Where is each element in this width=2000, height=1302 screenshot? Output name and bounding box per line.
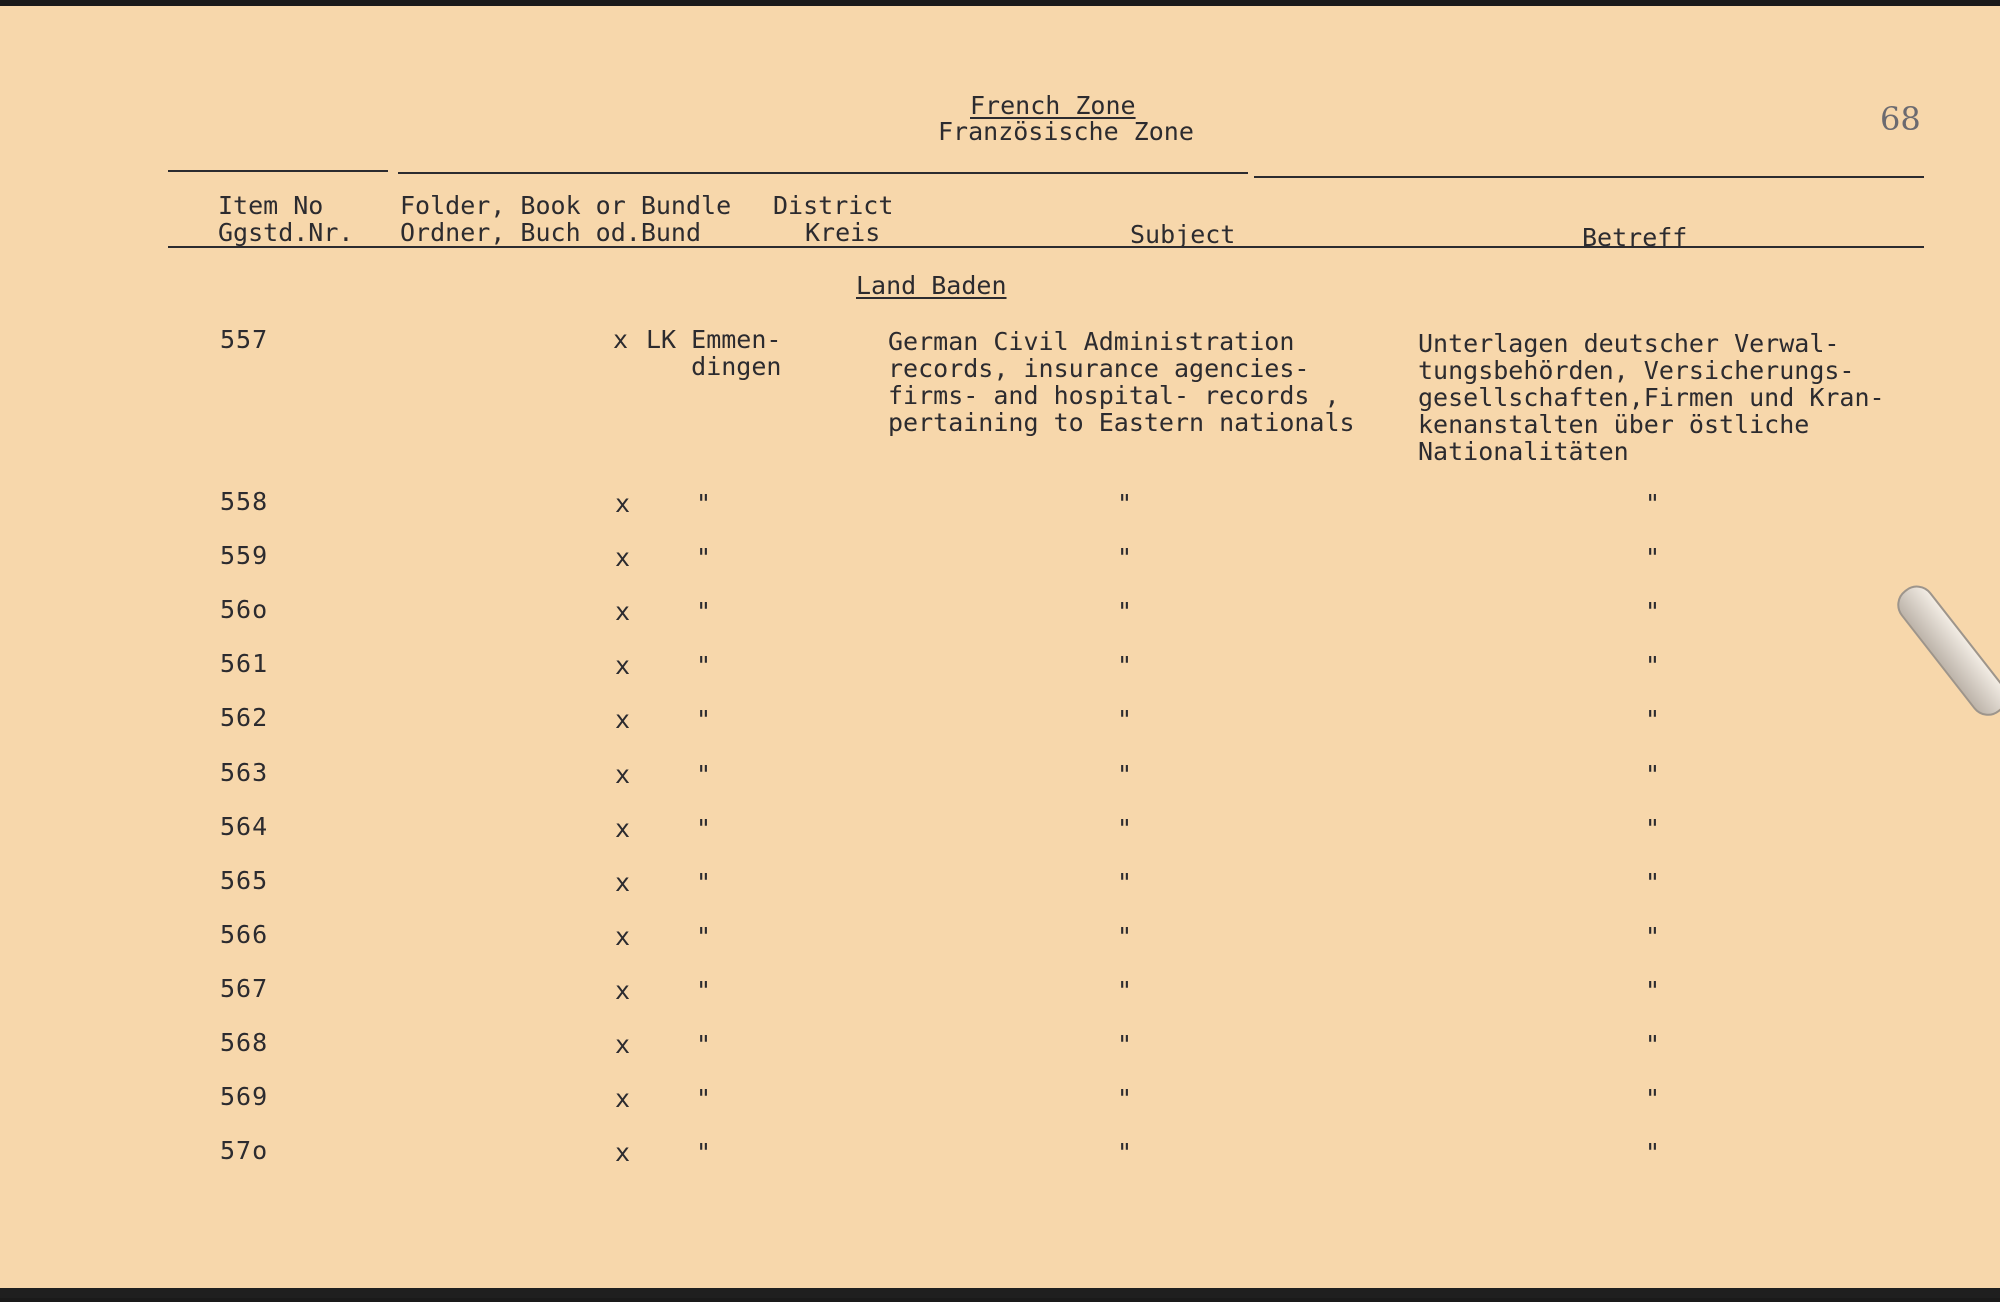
row-district-ditto: "	[696, 1084, 712, 1113]
row-subject-ditto: "	[1117, 543, 1133, 572]
row-district-ditto: "	[696, 597, 712, 626]
row-district-ditto: "	[696, 814, 712, 843]
row-betreff-ditto: "	[1645, 814, 1661, 843]
row-item: 566	[220, 920, 269, 949]
row-district-ditto: "	[696, 1030, 712, 1059]
row-item: 561	[220, 649, 269, 678]
row-subject-ditto: "	[1117, 1138, 1133, 1167]
row-item: 57o	[220, 1136, 269, 1165]
zone-title-en: French Zone	[970, 91, 1136, 120]
row-subject-ditto: "	[1117, 489, 1133, 518]
row-mark: x	[615, 489, 631, 518]
col-folder-de: Ordner, Buch od.Bund	[400, 218, 702, 247]
first-row-district: LK Emmen- dingen	[646, 325, 782, 381]
row-betreff-ditto: "	[1645, 1030, 1661, 1059]
header-rule-bottom	[168, 246, 1924, 248]
row-mark: x	[615, 1030, 631, 1059]
first-row-betreff: Unterlagen deutscher Verwal- tungsbehörden, Versicherungs- gesellschaften,Firmen und Kran- kenanstalten über östliche Nationalitäten	[1418, 329, 1885, 466]
first-row-item: 557	[220, 325, 269, 354]
row-mark: x	[615, 543, 631, 572]
first-row-subject: German Civil Administration records, insurance agencies- firms- and hospital- records , pertaining to Eastern nationals	[888, 327, 1355, 437]
row-betreff-ditto: "	[1645, 651, 1661, 680]
col-item-de: Ggstd.Nr.	[218, 218, 354, 247]
row-betreff-ditto: "	[1645, 1084, 1661, 1113]
row-mark: x	[615, 651, 631, 680]
row-betreff-ditto: "	[1645, 868, 1661, 897]
row-betreff-ditto: "	[1645, 489, 1661, 518]
row-subject-ditto: "	[1117, 976, 1133, 1005]
row-betreff-ditto: "	[1645, 543, 1661, 572]
col-folder-en: Folder, Book or Bundle	[400, 191, 732, 220]
row-subject-ditto: "	[1117, 651, 1133, 680]
row-district-ditto: "	[696, 976, 712, 1005]
row-betreff-ditto: "	[1645, 705, 1661, 734]
row-mark: x	[615, 705, 631, 734]
col-betreff: Betreff	[1582, 223, 1688, 252]
row-item: 558	[220, 487, 269, 516]
header-rule-top-1	[168, 170, 388, 172]
row-mark: x	[615, 922, 631, 951]
document-page	[0, 6, 2000, 1298]
row-district-ditto: "	[696, 922, 712, 951]
row-item: 563	[220, 758, 269, 787]
section-title: Land Baden	[856, 271, 1007, 300]
row-mark: x	[615, 1138, 631, 1167]
col-item-en: Item No	[218, 191, 324, 220]
row-district-ditto: "	[696, 489, 712, 518]
header-rule-top-2	[398, 172, 1248, 174]
row-betreff-ditto: "	[1645, 597, 1661, 626]
first-row-mark: x	[613, 325, 629, 354]
row-betreff-ditto: "	[1645, 976, 1661, 1005]
row-item: 569	[220, 1082, 269, 1111]
row-item: 56o	[220, 595, 269, 624]
col-district-de: Kreis	[805, 218, 881, 247]
row-subject-ditto: "	[1117, 1030, 1133, 1059]
page-number: 68	[1880, 100, 1921, 138]
row-item: 568	[220, 1028, 269, 1057]
row-district-ditto: "	[696, 651, 712, 680]
row-district-ditto: "	[696, 543, 712, 572]
row-subject-ditto: "	[1117, 705, 1133, 734]
paper-clip	[1890, 578, 2000, 723]
row-mark: x	[615, 1084, 631, 1113]
row-betreff-ditto: "	[1645, 1138, 1661, 1167]
row-subject-ditto: "	[1117, 597, 1133, 626]
row-betreff-ditto: "	[1645, 922, 1661, 951]
header-rule-top-3	[1254, 176, 1924, 178]
row-district-ditto: "	[696, 868, 712, 897]
row-subject-ditto: "	[1117, 1084, 1133, 1113]
row-item: 559	[220, 541, 269, 570]
row-item: 565	[220, 866, 269, 895]
row-mark: x	[615, 597, 631, 626]
col-subject: Subject	[1130, 220, 1236, 249]
row-district-ditto: "	[696, 1138, 712, 1167]
row-mark: x	[615, 814, 631, 843]
row-betreff-ditto: "	[1645, 760, 1661, 789]
row-district-ditto: "	[696, 705, 712, 734]
row-item: 562	[220, 703, 269, 732]
row-subject-ditto: "	[1117, 760, 1133, 789]
col-district-en: District	[773, 191, 894, 220]
row-item: 564	[220, 812, 269, 841]
zone-title-de: Französische Zone	[938, 117, 1194, 146]
row-subject-ditto: "	[1117, 868, 1133, 897]
row-mark: x	[615, 760, 631, 789]
row-subject-ditto: "	[1117, 922, 1133, 951]
row-mark: x	[615, 976, 631, 1005]
row-district-ditto: "	[696, 760, 712, 789]
row-mark: x	[615, 868, 631, 897]
row-subject-ditto: "	[1117, 814, 1133, 843]
row-item: 567	[220, 974, 269, 1003]
